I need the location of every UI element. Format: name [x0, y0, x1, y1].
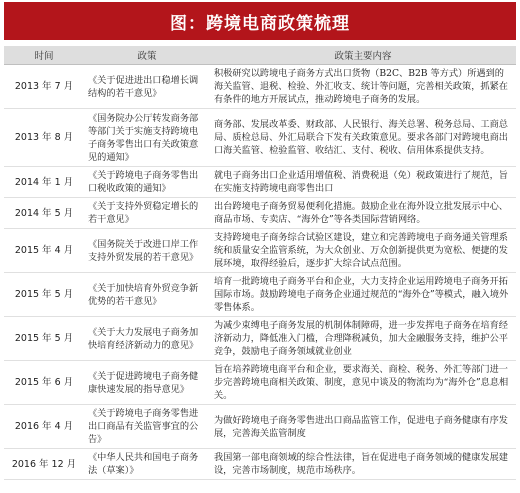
row-content: 为做好跨境电子商务零售进出口商品监管工作，促进电子商务健康有序发展，完善海关监管制度 [210, 405, 516, 449]
row-policy: 《关于跨境电子商务零售出口税收政策的通知》 [84, 167, 210, 198]
row-policy: 《关于支持外贸稳定增长的若干意见》 [84, 198, 210, 229]
row-time: 2016 年 12 月 [4, 449, 84, 480]
table-row [4, 405, 516, 449]
table-row [4, 65, 516, 109]
table-header-row [4, 46, 516, 65]
row-content: 商务部、发展改革委、财政部、人民银行、海关总署、税务总局、工商总局、质检总局、外汇局联合下发有关政策意见。要求各部门对跨境电商出口海关监管、检验监管、收结汇、支付、税收、信用体系提供支持。 [210, 109, 516, 167]
row-time: 2014 年 1 月 [4, 167, 84, 198]
row-content: 积极研究以跨境电子商务方式出口货物（B2C、B2B 等方式）所遇到的海关监管、退税、检验、外汇收支、统计等问题，完善相关政策，抓紧在有条件的地方开展试点，推动跨境电子商务的发展。 [210, 65, 516, 109]
row-policy: 《中华人民共和国电子商务法（草案）》 [84, 449, 210, 480]
table-row [4, 361, 516, 405]
row-content: 出台跨境电子商务贸易便利化措施。鼓励企业在海外设立批发展示中心、商品市场、专卖店、“海外仓”等各类国际营销网络。 [210, 198, 516, 229]
row-policy: 《关于跨境电子商务零售进出口商品有关监管事宜的公告》 [84, 405, 210, 449]
header-policy: 政策 [84, 46, 210, 65]
row-time: 2014 年 5 月 [4, 198, 84, 229]
row-time: 2015 年 6 月 [4, 361, 84, 405]
row-content: 支持跨境电子商务综合试验区建设，建立和完善跨境电子商务通关管理系统和质量安全监管系统，为大众创业、万众创新提供更为宽松、便捷的发展环境，取得经验后，逐步扩大综合试点范围。 [210, 229, 516, 273]
table-row [4, 109, 516, 167]
row-time: 2013 年 7 月 [4, 65, 84, 109]
row-time: 2013 年 8 月 [4, 109, 84, 167]
row-time: 2015 年 4 月 [4, 229, 84, 273]
row-time: 2016 年 4 月 [4, 405, 84, 449]
table-row [4, 317, 516, 361]
row-policy: 《国务院关于改进口岸工作支持外贸发展的若干意见》 [84, 229, 210, 273]
page-title: 图：跨境电商政策梳理 [4, 2, 516, 40]
row-policy: 《关于加快培育外贸竞争新优势的若干意见》 [84, 273, 210, 317]
row-time: 2015 年 5 月 [4, 273, 84, 317]
row-policy: 《关于大力发展电子商务加快培育经济新动力的意见》 [84, 317, 210, 361]
row-content: 我国第一部电商领域的综合性法律，旨在促进电子商务领域的健康发展建设，完善市场制度，规范市场秩序。 [210, 449, 516, 480]
header-time: 时间 [4, 46, 84, 65]
table-row [4, 229, 516, 273]
row-policy: 《国务院办公厅转发商务部等部门关于实施支持跨境电子商务零售出口有关政策意见的通知》 [84, 109, 210, 167]
row-content: 旨在培养跨境电商平台和企业，要求海关、商检、税务、外汇等部门进一步完善跨境电商相关政策、制度，意见中谈及的物流均为“海外仓”息息相关。 [210, 361, 516, 405]
row-content: 为减少束缚电子商务发展的机制体制障碍，进一步发挥电子商务在培育经济新动力，降低准入门槛，合理降税减负，加大金融服务支持，维护公平竞争，鼓励电子商务领域就业创业 [210, 317, 516, 361]
row-policy: 《关于促进进出口稳增长调结构的若干意见》 [84, 65, 210, 109]
row-policy: 《关于促进跨境电子商务健康快速发展的指导意见》 [84, 361, 210, 405]
header-content: 政策主要内容 [210, 46, 516, 65]
table-row [4, 198, 516, 229]
table-row [4, 273, 516, 317]
row-time: 2015 年 5 月 [4, 317, 84, 361]
row-content: 就电子商务出口企业适用增值税、消费税退（免）税政策进行了规范，旨在实施支持跨境电商零售出口 [210, 167, 516, 198]
policy-table [4, 46, 516, 480]
row-content: 培育一批跨境电子商务平台和企业，大力支持企业运用跨境电子商务开拓国际市场。鼓励跨境电子商务企业通过规范的“海外仓”等模式，融入境外零售体系。 [210, 273, 516, 317]
table-row [4, 167, 516, 198]
table-row [4, 449, 516, 480]
